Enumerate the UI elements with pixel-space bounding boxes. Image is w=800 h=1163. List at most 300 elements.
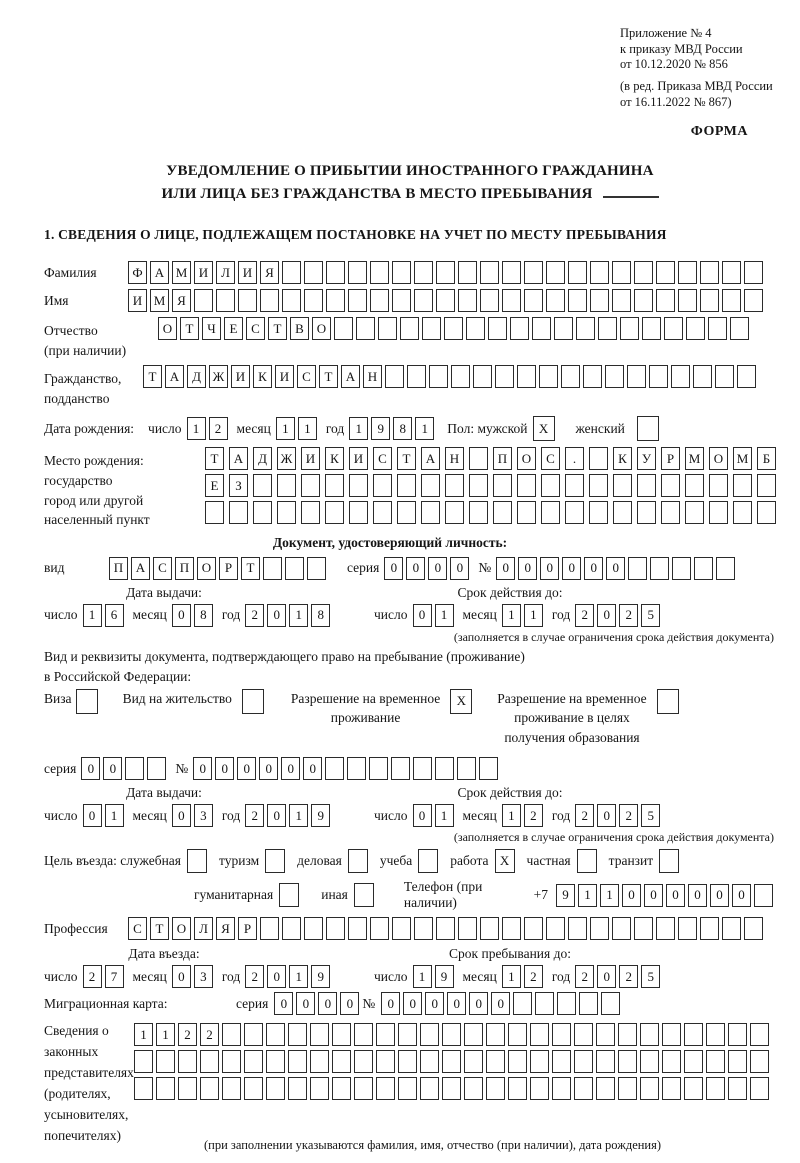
char-cell[interactable] [285, 557, 304, 580]
char-cell[interactable] [156, 1077, 175, 1100]
char-cell[interactable] [229, 501, 248, 524]
char-cell[interactable] [642, 317, 661, 340]
char-cell[interactable] [750, 1023, 769, 1046]
char-cell[interactable] [568, 917, 587, 940]
char-cell[interactable]: 2 [245, 965, 264, 988]
char-cell[interactable] [451, 365, 470, 388]
char-cell[interactable]: 1 [156, 1023, 175, 1046]
char-cell[interactable] [589, 447, 608, 470]
char-cell[interactable]: 7 [105, 965, 124, 988]
char-cell[interactable] [754, 884, 773, 907]
char-cell[interactable]: Н [363, 365, 382, 388]
edu-permit-checkbox[interactable] [657, 689, 682, 714]
char-cell[interactable] [640, 1050, 659, 1073]
char-cell[interactable]: Л [216, 261, 235, 284]
char-cell[interactable]: С [541, 447, 560, 470]
char-cell[interactable] [469, 447, 488, 470]
char-cell[interactable] [376, 1023, 395, 1046]
char-cell[interactable] [502, 289, 521, 312]
char-cell[interactable]: Ч [202, 317, 221, 340]
char-cell[interactable] [310, 1050, 329, 1073]
char-cell[interactable] [480, 261, 499, 284]
char-cell[interactable] [436, 261, 455, 284]
char-cell[interactable] [565, 501, 584, 524]
char-cell[interactable]: 2 [83, 965, 102, 988]
char-cell[interactable]: 2 [200, 1023, 219, 1046]
char-cell[interactable] [552, 1077, 571, 1100]
char-cell[interactable] [332, 1077, 351, 1100]
residence-checkbox[interactable] [242, 689, 267, 714]
char-cell[interactable]: 0 [296, 992, 315, 1015]
char-cell[interactable] [354, 1023, 373, 1046]
char-cell[interactable] [442, 1050, 461, 1073]
char-cell[interactable] [486, 1077, 505, 1100]
char-cell[interactable] [508, 1077, 527, 1100]
char-cell[interactable] [530, 1050, 549, 1073]
char-cell[interactable] [125, 757, 144, 780]
char-cell[interactable] [442, 1023, 461, 1046]
char-cell[interactable] [332, 1050, 351, 1073]
char-cell[interactable] [757, 501, 776, 524]
char-cell[interactable] [596, 1077, 615, 1100]
char-cell[interactable] [656, 917, 675, 940]
char-cell[interactable] [332, 1023, 351, 1046]
char-cell[interactable] [222, 1023, 241, 1046]
char-cell[interactable]: 0 [381, 992, 400, 1015]
char-cell[interactable]: 0 [215, 757, 234, 780]
char-cell[interactable]: О [312, 317, 331, 340]
char-cell[interactable] [613, 501, 632, 524]
char-cell[interactable]: X [495, 849, 515, 873]
char-cell[interactable] [524, 289, 543, 312]
char-cell[interactable]: П [493, 447, 512, 470]
char-cell[interactable]: 2 [524, 804, 543, 827]
stay-issue-month-input[interactable] [172, 804, 216, 827]
char-cell[interactable]: Ж [277, 447, 296, 470]
char-cell[interactable]: 5 [641, 604, 660, 627]
char-cell[interactable] [326, 261, 345, 284]
char-cell[interactable]: 0 [540, 557, 559, 580]
char-cell[interactable] [354, 1050, 373, 1073]
char-cell[interactable] [715, 365, 734, 388]
char-cell[interactable] [76, 689, 98, 714]
char-cell[interactable]: 0 [193, 757, 212, 780]
char-cell[interactable]: К [325, 447, 344, 470]
char-cell[interactable]: 0 [518, 557, 537, 580]
char-cell[interactable] [442, 1077, 461, 1100]
char-cell[interactable] [757, 474, 776, 497]
char-cell[interactable] [576, 317, 595, 340]
char-cell[interactable]: И [349, 447, 368, 470]
char-cell[interactable]: 0 [340, 992, 359, 1015]
birthplace-line3-input[interactable] [205, 501, 781, 524]
char-cell[interactable]: 0 [172, 804, 191, 827]
char-cell[interactable] [398, 1077, 417, 1100]
char-cell[interactable] [480, 917, 499, 940]
char-cell[interactable] [634, 261, 653, 284]
char-cell[interactable] [618, 1077, 637, 1100]
entry-month-input[interactable] [172, 965, 216, 988]
stay-month-input[interactable] [502, 965, 546, 988]
char-cell[interactable] [574, 1050, 593, 1073]
char-cell[interactable] [596, 1050, 615, 1073]
char-cell[interactable] [354, 883, 374, 907]
char-cell[interactable] [650, 557, 669, 580]
char-cell[interactable] [301, 501, 320, 524]
char-cell[interactable]: О [517, 447, 536, 470]
phone-input[interactable] [556, 884, 776, 907]
char-cell[interactable]: 0 [450, 557, 469, 580]
char-cell[interactable]: 2 [619, 804, 638, 827]
char-cell[interactable]: 0 [384, 557, 403, 580]
char-cell[interactable]: 0 [666, 884, 685, 907]
stay-valid-year-input[interactable] [575, 804, 663, 827]
char-cell[interactable] [733, 474, 752, 497]
char-cell[interactable] [546, 917, 565, 940]
char-cell[interactable] [400, 317, 419, 340]
char-cell[interactable]: 0 [281, 757, 300, 780]
char-cell[interactable]: Е [205, 474, 224, 497]
char-cell[interactable]: 0 [622, 884, 641, 907]
char-cell[interactable]: 0 [318, 992, 337, 1015]
char-cell[interactable] [524, 261, 543, 284]
char-cell[interactable] [574, 1023, 593, 1046]
char-cell[interactable] [612, 917, 631, 940]
char-cell[interactable]: 1 [524, 604, 543, 627]
stay-issue-day-input[interactable] [83, 804, 127, 827]
char-cell[interactable]: Л [194, 917, 213, 940]
char-cell[interactable]: 1 [105, 804, 124, 827]
char-cell[interactable] [661, 501, 680, 524]
char-cell[interactable] [662, 1077, 681, 1100]
char-cell[interactable] [730, 317, 749, 340]
char-cell[interactable]: Н [445, 447, 464, 470]
char-cell[interactable] [436, 917, 455, 940]
char-cell[interactable]: 0 [644, 884, 663, 907]
char-cell[interactable] [486, 1023, 505, 1046]
char-cell[interactable]: П [109, 557, 128, 580]
char-cell[interactable] [493, 501, 512, 524]
char-cell[interactable] [260, 917, 279, 940]
char-cell[interactable] [605, 365, 624, 388]
char-cell[interactable] [574, 1077, 593, 1100]
private-checkbox[interactable] [577, 849, 600, 873]
char-cell[interactable]: 1 [578, 884, 597, 907]
char-cell[interactable] [413, 757, 432, 780]
char-cell[interactable] [420, 1077, 439, 1100]
char-cell[interactable] [678, 261, 697, 284]
char-cell[interactable] [618, 1050, 637, 1073]
char-cell[interactable]: 6 [105, 604, 124, 627]
char-cell[interactable]: 0 [597, 965, 616, 988]
char-cell[interactable] [678, 289, 697, 312]
char-cell[interactable]: О [172, 917, 191, 940]
char-cell[interactable]: 1 [298, 417, 317, 440]
char-cell[interactable] [539, 365, 558, 388]
char-cell[interactable]: С [297, 365, 316, 388]
char-cell[interactable] [596, 1023, 615, 1046]
migration-series-input[interactable] [274, 992, 362, 1015]
char-cell[interactable] [530, 1077, 549, 1100]
char-cell[interactable] [244, 1023, 263, 1046]
char-cell[interactable] [479, 757, 498, 780]
business-checkbox[interactable] [348, 849, 371, 873]
char-cell[interactable] [414, 917, 433, 940]
char-cell[interactable] [672, 557, 691, 580]
entry-year-input[interactable] [245, 965, 333, 988]
char-cell[interactable]: А [229, 447, 248, 470]
char-cell[interactable] [612, 261, 631, 284]
char-cell[interactable]: 2 [524, 965, 543, 988]
char-cell[interactable]: 2 [575, 804, 594, 827]
char-cell[interactable]: 0 [469, 992, 488, 1015]
char-cell[interactable]: 1 [502, 965, 521, 988]
char-cell[interactable] [541, 501, 560, 524]
char-cell[interactable] [288, 1077, 307, 1100]
char-cell[interactable] [590, 917, 609, 940]
char-cell[interactable]: Ф [128, 261, 147, 284]
birth-month-input[interactable] [276, 417, 320, 440]
other-checkbox[interactable] [354, 883, 377, 907]
stay-year-input[interactable] [575, 965, 663, 988]
char-cell[interactable]: 0 [597, 804, 616, 827]
char-cell[interactable]: 1 [600, 884, 619, 907]
char-cell[interactable]: М [172, 261, 191, 284]
char-cell[interactable]: Я [216, 917, 235, 940]
char-cell[interactable] [700, 917, 719, 940]
char-cell[interactable] [552, 1050, 571, 1073]
char-cell[interactable]: Я [260, 261, 279, 284]
char-cell[interactable] [200, 1050, 219, 1073]
char-cell[interactable] [612, 289, 631, 312]
char-cell[interactable]: . [565, 447, 584, 470]
char-cell[interactable] [469, 474, 488, 497]
char-cell[interactable] [656, 289, 675, 312]
char-cell[interactable] [187, 849, 207, 873]
char-cell[interactable]: О [158, 317, 177, 340]
char-cell[interactable] [348, 261, 367, 284]
char-cell[interactable] [279, 883, 299, 907]
char-cell[interactable] [282, 289, 301, 312]
tourism-checkbox[interactable] [265, 849, 288, 873]
char-cell[interactable]: 1 [502, 804, 521, 827]
char-cell[interactable] [706, 1023, 725, 1046]
char-cell[interactable] [421, 474, 440, 497]
male-checkbox[interactable] [533, 416, 558, 441]
char-cell[interactable] [634, 289, 653, 312]
char-cell[interactable] [370, 289, 389, 312]
char-cell[interactable]: Т [241, 557, 260, 580]
char-cell[interactable]: И [128, 289, 147, 312]
char-cell[interactable] [598, 317, 617, 340]
birthplace-line2-input[interactable] [205, 474, 781, 497]
stay-day-input[interactable] [413, 965, 457, 988]
char-cell[interactable] [414, 289, 433, 312]
char-cell[interactable] [457, 757, 476, 780]
char-cell[interactable] [517, 501, 536, 524]
char-cell[interactable] [435, 757, 454, 780]
char-cell[interactable] [277, 501, 296, 524]
char-cell[interactable]: 9 [371, 417, 390, 440]
char-cell[interactable] [589, 474, 608, 497]
char-cell[interactable] [700, 261, 719, 284]
char-cell[interactable] [552, 1023, 571, 1046]
char-cell[interactable]: 0 [103, 757, 122, 780]
char-cell[interactable]: 2 [209, 417, 228, 440]
stay-number-input[interactable] [193, 757, 501, 780]
char-cell[interactable] [473, 365, 492, 388]
char-cell[interactable] [216, 289, 235, 312]
stay-series-input[interactable] [81, 757, 169, 780]
char-cell[interactable] [561, 365, 580, 388]
char-cell[interactable] [640, 1023, 659, 1046]
char-cell[interactable]: А [150, 261, 169, 284]
char-cell[interactable] [266, 1050, 285, 1073]
char-cell[interactable]: З [229, 474, 248, 497]
char-cell[interactable]: И [275, 365, 294, 388]
char-cell[interactable]: 2 [619, 604, 638, 627]
char-cell[interactable]: Б [757, 447, 776, 470]
char-cell[interactable] [733, 501, 752, 524]
char-cell[interactable]: О [709, 447, 728, 470]
char-cell[interactable] [744, 917, 763, 940]
char-cell[interactable] [464, 1050, 483, 1073]
doc-type-input[interactable] [109, 557, 329, 580]
char-cell[interactable] [445, 501, 464, 524]
birth-year-input[interactable] [349, 417, 437, 440]
char-cell[interactable] [737, 365, 756, 388]
char-cell[interactable] [310, 1077, 329, 1100]
char-cell[interactable] [244, 1050, 263, 1073]
char-cell[interactable] [420, 1023, 439, 1046]
char-cell[interactable]: 1 [134, 1023, 153, 1046]
doc-valid-year-input[interactable] [575, 604, 663, 627]
stay-issue-year-input[interactable] [245, 804, 333, 827]
char-cell[interactable] [565, 474, 584, 497]
char-cell[interactable] [392, 917, 411, 940]
char-cell[interactable] [486, 1050, 505, 1073]
char-cell[interactable]: 0 [403, 992, 422, 1015]
char-cell[interactable] [577, 849, 597, 873]
char-cell[interactable] [637, 474, 656, 497]
char-cell[interactable]: 0 [428, 557, 447, 580]
char-cell[interactable]: Д [187, 365, 206, 388]
char-cell[interactable] [709, 474, 728, 497]
char-cell[interactable] [464, 1023, 483, 1046]
doc-issue-day-input[interactable] [83, 604, 127, 627]
char-cell[interactable] [370, 917, 389, 940]
char-cell[interactable]: 0 [406, 557, 425, 580]
char-cell[interactable] [601, 992, 620, 1015]
char-cell[interactable]: X [450, 689, 472, 714]
char-cell[interactable]: С [153, 557, 172, 580]
char-cell[interactable] [398, 1050, 417, 1073]
char-cell[interactable] [349, 474, 368, 497]
char-cell[interactable] [458, 261, 477, 284]
char-cell[interactable] [508, 1050, 527, 1073]
char-cell[interactable] [722, 289, 741, 312]
char-cell[interactable] [326, 917, 345, 940]
char-cell[interactable] [282, 261, 301, 284]
char-cell[interactable] [458, 289, 477, 312]
char-cell[interactable]: 0 [606, 557, 625, 580]
char-cell[interactable] [700, 289, 719, 312]
profession-input[interactable] [128, 917, 766, 940]
char-cell[interactable] [706, 1050, 725, 1073]
char-cell[interactable]: Е [224, 317, 243, 340]
char-cell[interactable]: 2 [619, 965, 638, 988]
char-cell[interactable]: 0 [562, 557, 581, 580]
char-cell[interactable] [244, 1077, 263, 1100]
char-cell[interactable] [750, 1077, 769, 1100]
char-cell[interactable] [418, 849, 438, 873]
char-cell[interactable] [304, 917, 323, 940]
char-cell[interactable] [347, 757, 366, 780]
birth-day-input[interactable] [187, 417, 231, 440]
char-cell[interactable]: 9 [556, 884, 575, 907]
char-cell[interactable]: 2 [575, 604, 594, 627]
char-cell[interactable]: 1 [349, 417, 368, 440]
char-cell[interactable] [392, 289, 411, 312]
char-cell[interactable]: С [373, 447, 392, 470]
char-cell[interactable]: 1 [435, 804, 454, 827]
char-cell[interactable] [398, 1023, 417, 1046]
char-cell[interactable] [728, 1077, 747, 1100]
char-cell[interactable]: Д [253, 447, 272, 470]
char-cell[interactable]: М [733, 447, 752, 470]
char-cell[interactable] [637, 416, 659, 441]
char-cell[interactable] [414, 261, 433, 284]
char-cell[interactable] [657, 689, 679, 714]
char-cell[interactable]: Т [397, 447, 416, 470]
char-cell[interactable] [222, 1077, 241, 1100]
char-cell[interactable]: 0 [413, 604, 432, 627]
char-cell[interactable] [266, 1077, 285, 1100]
char-cell[interactable] [685, 501, 704, 524]
char-cell[interactable]: Т [319, 365, 338, 388]
char-cell[interactable]: 2 [575, 965, 594, 988]
birthplace-line1-input[interactable] [205, 447, 781, 470]
char-cell[interactable]: 0 [710, 884, 729, 907]
char-cell[interactable]: 1 [289, 965, 308, 988]
char-cell[interactable]: 0 [81, 757, 100, 780]
char-cell[interactable]: 0 [172, 965, 191, 988]
char-cell[interactable] [722, 917, 741, 940]
char-cell[interactable] [356, 317, 375, 340]
char-cell[interactable] [709, 501, 728, 524]
char-cell[interactable]: 0 [303, 757, 322, 780]
char-cell[interactable] [469, 501, 488, 524]
char-cell[interactable] [659, 849, 679, 873]
temp-permit-checkbox[interactable] [450, 689, 475, 714]
char-cell[interactable]: А [341, 365, 360, 388]
char-cell[interactable] [370, 261, 389, 284]
char-cell[interactable]: 0 [259, 757, 278, 780]
char-cell[interactable] [392, 261, 411, 284]
char-cell[interactable] [579, 992, 598, 1015]
char-cell[interactable] [590, 261, 609, 284]
char-cell[interactable]: 0 [447, 992, 466, 1015]
char-cell[interactable]: 1 [502, 604, 521, 627]
char-cell[interactable] [348, 917, 367, 940]
char-cell[interactable] [156, 1050, 175, 1073]
char-cell[interactable] [304, 261, 323, 284]
char-cell[interactable]: 5 [641, 965, 660, 988]
doc-issue-year-input[interactable] [245, 604, 333, 627]
char-cell[interactable] [618, 1023, 637, 1046]
char-cell[interactable] [568, 261, 587, 284]
char-cell[interactable]: 1 [187, 417, 206, 440]
